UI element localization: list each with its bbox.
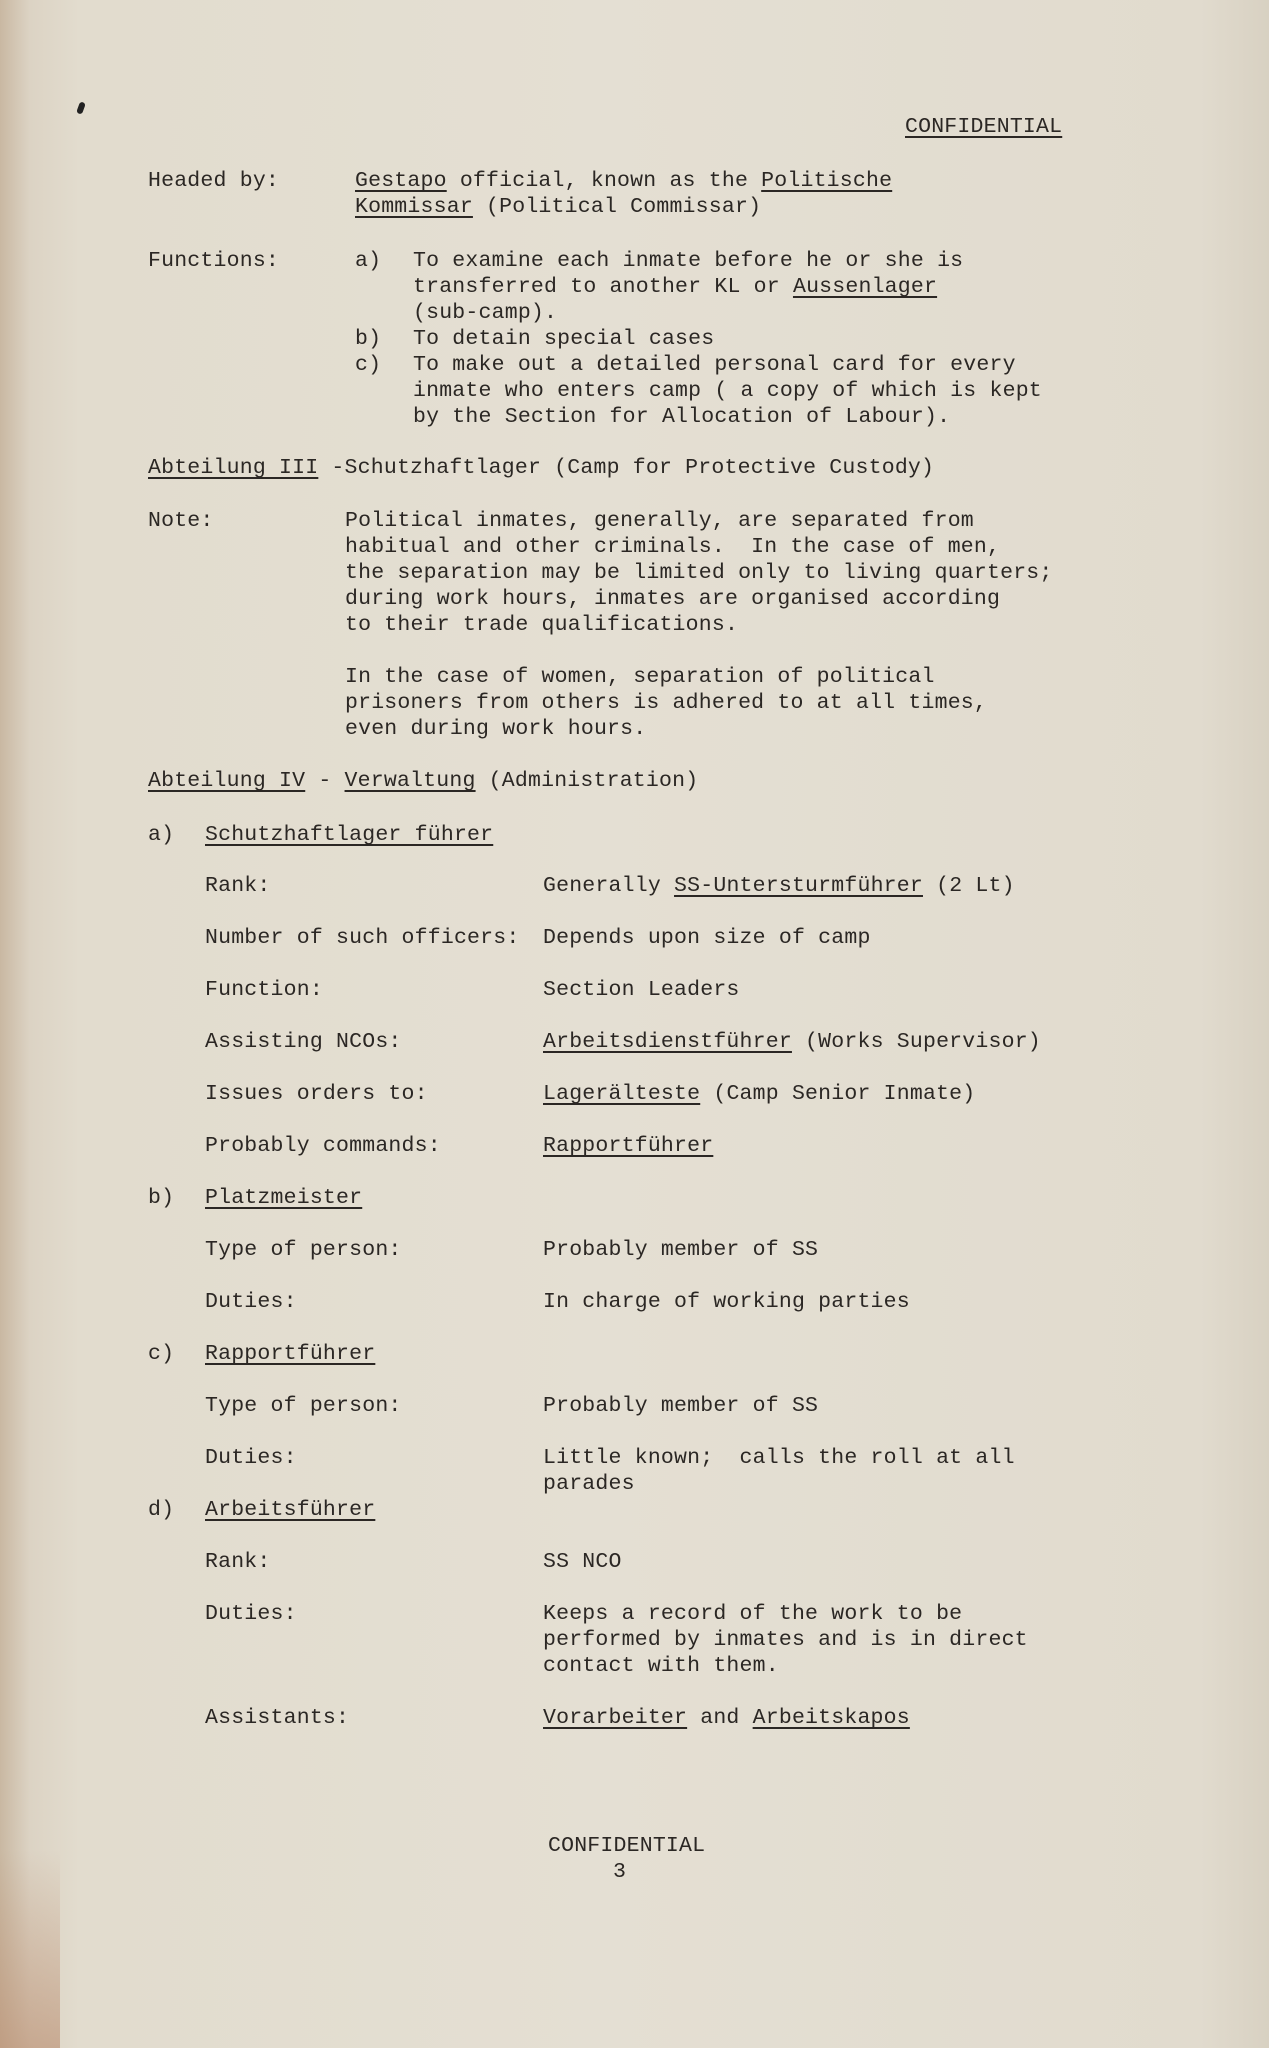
section-a-title: Schutzhaftlager führer: [205, 823, 494, 847]
headed-by-line1: [355, 168, 892, 194]
note-p2-line1: In the case of women, separation of political: [345, 665, 935, 689]
c-duties-line1: Little known; calls the roll at all: [543, 1446, 1015, 1470]
rank-value-post: (2 Lt): [922, 874, 1015, 898]
rank-value-pre: Generally: [543, 874, 675, 898]
section4-heading: [148, 768, 698, 794]
section4-heading-abteilung: Abteilung IV: [148, 769, 306, 793]
b-type-label: Type of person:: [205, 1238, 402, 1262]
d-duties-line2: performed by inmates and is in direct: [543, 1628, 1028, 1652]
rank-value: [543, 873, 1015, 899]
footer-classification: CONFIDENTIAL: [548, 1834, 706, 1858]
d-rank-label: Rank:: [205, 1550, 271, 1574]
assistants-arbeitskapos: Arbeitskapos: [752, 1706, 910, 1730]
section-c-title: Rapportführer: [205, 1342, 376, 1366]
rank-value-title: SS-Untersturmführer: [674, 874, 923, 898]
note-p2-line2: prisoners from others is adhered to at all times,: [345, 691, 988, 715]
section3-heading-abteilung: Abteilung III: [148, 456, 319, 480]
functions-a-line2-pre: transferred to another KL or: [413, 275, 793, 299]
headed-by-gestapo: Gestapo: [355, 169, 447, 193]
d-rank-value: SS NCO: [543, 1550, 622, 1574]
functions-a-line2: [413, 274, 937, 300]
function-label: Function:: [205, 978, 323, 1002]
headed-by-mid: official, known as the: [446, 169, 762, 193]
c-type-label: Type of person:: [205, 1394, 402, 1418]
section3-heading: [148, 455, 934, 481]
headed-by-politische: Politische: [761, 169, 893, 193]
headed-by-line2: [355, 194, 761, 220]
note-label: Note:: [148, 509, 214, 533]
issues-orders-title: Lagerälteste: [543, 1082, 701, 1106]
functions-b-marker: b): [355, 327, 382, 351]
functions-a-line3: (sub-camp).: [413, 301, 558, 325]
d-duties-line1: Keeps a record of the work to be: [543, 1602, 963, 1626]
section3-heading-rest: -Schutzhaftlager (Camp for Protective Custody): [318, 456, 935, 480]
note-p2-line3: even during work hours.: [345, 717, 647, 741]
functions-c-line3: by the Section for Allocation of Labour).: [413, 405, 951, 429]
assistants-vorarbeiter: Vorarbeiter: [543, 1706, 688, 1730]
page-number: 3: [613, 1860, 627, 1884]
d-duties-label: Duties:: [205, 1602, 297, 1626]
assisting-ncos-label: Assisting NCOs:: [205, 1030, 402, 1054]
probably-commands-value: Rapportführer: [543, 1134, 714, 1158]
section-a-marker: a): [148, 823, 175, 847]
functions-c-marker: c): [355, 353, 382, 377]
section-c-marker: c): [148, 1342, 175, 1366]
note-p1-line5: to their trade qualifications.: [345, 613, 739, 637]
assisting-ncos-title: Arbeitsdienstführer: [543, 1030, 792, 1054]
section-d-marker: d): [148, 1498, 175, 1522]
headed-by-kommissar: Kommissar: [355, 195, 473, 219]
c-type-value: Probably member of SS: [543, 1394, 819, 1418]
rank-label: Rank:: [205, 874, 271, 898]
note-p1-line4: during work hours, inmates are organised according: [345, 587, 1001, 611]
issues-orders-label: Issues orders to:: [205, 1082, 428, 1106]
section-d-title: Arbeitsführer: [205, 1498, 376, 1522]
functions-b-text: To detain special cases: [413, 327, 715, 351]
functions-a-marker: a): [355, 249, 382, 273]
note-p1-line1: Political inmates, generally, are separated from: [345, 509, 974, 533]
issues-orders-value: [543, 1081, 975, 1107]
note-p1-line3: the separation may be limited only to living quarters;: [345, 561, 1053, 585]
num-officers-label: Number of such officers:: [205, 926, 520, 950]
section4-heading-verwaltung: Verwaltung: [344, 769, 476, 793]
assistants-label: Assistants:: [205, 1706, 350, 1730]
functions-a-line1: To examine each inmate before he or she is: [413, 249, 964, 273]
num-officers-value: Depends upon size of camp: [543, 926, 871, 950]
c-duties-line2: parades: [543, 1472, 635, 1496]
section4-heading-dash: -: [305, 769, 345, 793]
issues-orders-post: (Camp Senior Inmate): [700, 1082, 976, 1106]
functions-c-line2: inmate who enters camp ( a copy of which is kept: [413, 379, 1042, 403]
ink-mark: [76, 101, 86, 114]
paper-stain: [0, 1850, 60, 2048]
probably-commands-label: Probably commands:: [205, 1134, 441, 1158]
section4-heading-rest: (Administration): [475, 769, 699, 793]
section-b-title: Platzmeister: [205, 1186, 363, 1210]
headed-by-post: (Political Commissar): [472, 195, 762, 219]
b-duties-value: In charge of working parties: [543, 1290, 910, 1314]
assisting-ncos-post: (Works Supervisor): [791, 1030, 1041, 1054]
c-duties-label: Duties:: [205, 1446, 297, 1470]
headed-by-label: Headed by:: [148, 169, 280, 193]
b-duties-label: Duties:: [205, 1290, 297, 1314]
function-value: Section Leaders: [543, 978, 740, 1002]
assistants-value: [543, 1705, 910, 1731]
header-classification: CONFIDENTIAL: [905, 115, 1063, 139]
d-duties-line3: contact with them.: [543, 1654, 779, 1678]
functions-c-line1: To make out a detailed personal card for every: [413, 353, 1016, 377]
b-type-value: Probably member of SS: [543, 1238, 819, 1262]
note-p1-line2: habitual and other criminals. In the case of men,: [345, 535, 1001, 559]
section-b-marker: b): [148, 1186, 175, 1210]
assistants-and: and: [687, 1706, 753, 1730]
functions-label: Functions:: [148, 249, 280, 273]
assisting-ncos-value: [543, 1029, 1041, 1055]
functions-aussenlager: Aussenlager: [792, 275, 938, 299]
